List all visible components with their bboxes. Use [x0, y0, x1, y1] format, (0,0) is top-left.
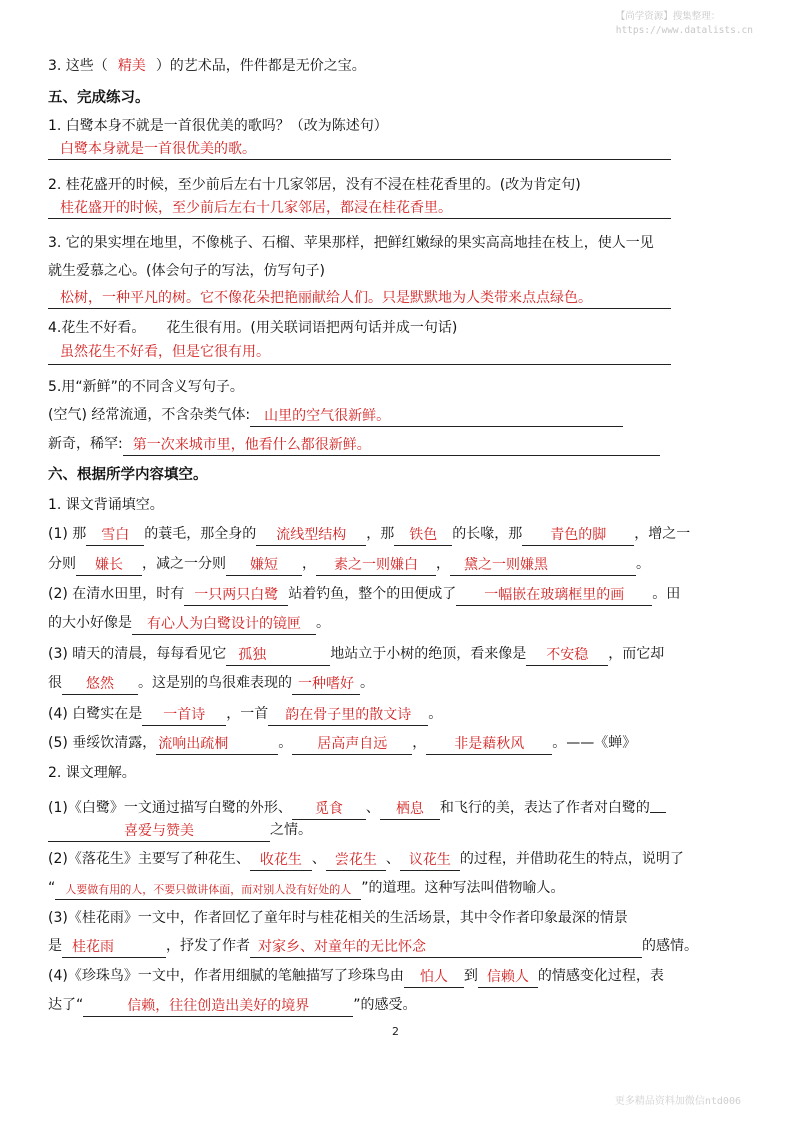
s5-q2-text: 2. 桂花盛开的时候，至少前后左右十几家邻居，没有不浸在桂花香里的。(改为肯定句) — [48, 177, 581, 193]
blank — [184, 586, 288, 606]
text: 达了“ — [48, 997, 84, 1013]
blank — [316, 556, 436, 576]
text: (1)《白鹭》一文通过描写白鹭的外形、 — [48, 800, 292, 816]
text: 地站立于小树的绝顶，看来像是 — [330, 646, 527, 662]
s6-p2-row1 — [48, 584, 680, 605]
blank — [400, 851, 460, 871]
answer: 桂花雨 — [72, 939, 114, 955]
s5-q3-text2: 就生爱慕之心。(体会句子的写法，仿写句子) — [48, 263, 325, 279]
blank — [292, 675, 360, 695]
s6-r4-row1 — [48, 966, 664, 987]
s5-q3-text1: 3. 它的果实埋在地里，不像桃子、石榴、苹果那样，把鲜红嫩绿的果实高高地挂在枝上，使人一见 — [48, 235, 654, 251]
text: 、 — [311, 851, 326, 867]
answer: 一只两只白鹭 — [194, 587, 279, 603]
blank — [142, 706, 226, 726]
blank — [456, 586, 652, 606]
text: 的蓑毛，那全身的 — [144, 526, 257, 542]
answer: 非是藉秋风 — [454, 736, 525, 752]
section-6-title: 六、根据所学内容填空。 — [48, 467, 208, 483]
answer: 尝花生 — [334, 852, 377, 868]
blank — [450, 556, 636, 576]
text: 、 — [385, 851, 400, 867]
answer: 人要做有用的人，不要只做讲体面，而对别人没有好处的人 — [65, 883, 352, 896]
text: (5) 垂绥饮清露， — [48, 735, 157, 751]
answer: 喜爱与赞美 — [124, 823, 194, 839]
blank — [526, 646, 608, 666]
answer: 嫌短 — [250, 557, 278, 573]
text: (3) 晴天的清晨，每每看见它 — [48, 646, 227, 662]
text: 。田 — [652, 586, 681, 602]
answer: 流线型结构 — [276, 527, 347, 543]
watermark-bottom: 更多精品资料加微信ntd006 — [614, 1096, 741, 1107]
answer: 信赖人 — [486, 969, 529, 985]
s6-p5-row — [48, 733, 636, 754]
answer: 一首诗 — [163, 707, 206, 723]
s6-r2-row2 — [48, 878, 565, 899]
answer: 铁色 — [409, 527, 438, 543]
blank — [380, 800, 440, 820]
text: ， — [436, 556, 450, 572]
text: ，而它却 — [608, 646, 665, 662]
blank — [478, 968, 538, 988]
text: ”的感受。 — [353, 997, 417, 1013]
s5-q5-answer1: 山里的空气很新鲜。 — [264, 408, 391, 424]
blank — [250, 938, 642, 958]
answer: 素之一则嫌白 — [334, 557, 418, 573]
answer: 怕人 — [419, 969, 448, 985]
blank — [292, 800, 366, 820]
text: 到 — [463, 968, 478, 984]
blank — [256, 526, 366, 546]
blank — [55, 880, 361, 900]
blank — [394, 526, 452, 546]
answer: 栖息 — [395, 801, 424, 817]
text: ，减之一分则 — [142, 556, 226, 572]
s5-q2-underline — [48, 218, 671, 219]
s6-p4-row — [48, 704, 442, 725]
text: ，增之一 — [634, 526, 691, 542]
answer: 不安稳 — [546, 647, 589, 663]
blank — [226, 646, 330, 666]
answer: 有心人为白鹭设计的镜匣 — [147, 616, 301, 632]
text: (2)《落花生》主要写了种花生、 — [48, 851, 250, 867]
text: ，一首 — [226, 706, 269, 722]
text: (4) 白鹭实在是 — [48, 706, 143, 722]
blank — [650, 793, 666, 813]
blank — [292, 735, 412, 755]
answer: 韵在骨子里的散文诗 — [285, 707, 412, 723]
text: ， — [302, 556, 316, 572]
blank — [522, 526, 634, 546]
q3-text-post: ）的艺术品，件件都是无价之宝。 — [155, 58, 366, 74]
blank — [250, 851, 312, 871]
text: 的过程，并借助花生的特点，说明了 — [459, 851, 684, 867]
text: 的感情。 — [642, 938, 698, 954]
q3-text-pre: 3. 这些（ — [48, 58, 108, 74]
answer: 雪白 — [101, 527, 130, 543]
s5-q1-text: 1. 白鹭本身不就是一首很优美的歌吗？（改为陈述句） — [48, 118, 388, 134]
blank — [404, 968, 464, 988]
s5-q5-label2: 新奇，稀罕: — [48, 436, 123, 452]
s5-q5-label1: (空气) 经常流通，不含杂类气体: — [48, 407, 251, 423]
s6-r4-row2 — [48, 995, 417, 1016]
text: 的长喙，那 — [452, 526, 523, 542]
s6-sub2: 2. 课文理解。 — [48, 765, 136, 781]
s6-r1-row2 — [48, 820, 312, 841]
s6-sub1: 1. 课文背诵填空。 — [48, 497, 164, 513]
text: (4)《珍珠鸟》一文中，作者用细腻的笔触描写了珍珠鸟由 — [48, 968, 404, 984]
text: (2) 在清水田里，时有 — [48, 586, 185, 602]
s5-q4-answer: 虽然花生不好看，但是它很有用。 — [60, 344, 270, 360]
text: ， — [412, 735, 427, 751]
text: 。 — [428, 706, 443, 722]
blank — [156, 735, 278, 755]
text: ，那 — [366, 526, 395, 542]
text: 站着钓鱼，整个的田便成了 — [288, 586, 457, 602]
text: 和飞行的美，表达了作者对白鹭的 — [439, 800, 650, 816]
s6-r3-row1: (3)《桂花雨》一文中，作者回忆了童年时与桂花相关的生活场景，其中令作者印象最深的情景 — [48, 910, 628, 926]
s6-r2-row1 — [48, 849, 684, 870]
text: 。——《蝉》 — [552, 735, 637, 751]
text: (1) 那 — [48, 526, 87, 542]
text: ”的道理。这种写法叫借物喻人。 — [361, 880, 565, 896]
blank — [132, 615, 316, 635]
watermark-top — [616, 10, 753, 38]
s5-q1-answer: 白鹭本身就是一首很优美的歌。 — [60, 141, 256, 157]
watermark-line1: 【尚学资源】搜集整理： — [615, 11, 721, 22]
answer: 孤独 — [238, 647, 267, 663]
s5-q2-answer: 桂花盛开的时候，至少前后左右十几家邻居，都浸在桂花香里。 — [60, 200, 452, 216]
answer: 黛之一则嫌黑 — [464, 557, 548, 573]
blank — [83, 997, 353, 1017]
s5-q5-blank1 — [250, 407, 623, 427]
text: 。 — [278, 735, 293, 751]
s5-q5-blank2 — [123, 436, 660, 456]
watermark-line2: https://www.datalists.cn — [615, 25, 753, 36]
s5-q5-row1 — [48, 405, 623, 426]
blank — [62, 675, 138, 695]
s6-p1-row2 — [48, 554, 650, 575]
text: 是 — [48, 938, 62, 954]
answer: 收花生 — [259, 852, 302, 868]
answer: 流响出疏桐 — [158, 736, 229, 752]
text: 。 — [316, 615, 330, 631]
answer: 议花生 — [408, 852, 451, 868]
blank — [268, 706, 428, 726]
blank — [226, 556, 302, 576]
s6-p1-row1 — [48, 524, 690, 545]
text: 的情感变化过程，表 — [537, 968, 664, 984]
s5-q4-text: 4.花生不好看。 花生很有用。(用关联词语把两句话并成一句话) — [48, 320, 458, 336]
answer: 嫌长 — [95, 557, 123, 573]
s5-q3-answer: 松树，一种平凡的树。它不像花朵把艳丽献给人们。只是默默地为人类带来点点绿色。 — [60, 290, 592, 306]
blank — [86, 526, 144, 546]
answer: 觅食 — [314, 801, 343, 817]
blank — [76, 556, 142, 576]
answer: 青色的脚 — [550, 527, 607, 543]
text: “ — [48, 880, 56, 896]
text: 。这是别的鸟很难表现的 — [138, 675, 292, 691]
s5-q1-underline — [48, 159, 671, 160]
blank — [48, 822, 270, 842]
s6-p2-row2 — [48, 613, 330, 634]
answer: 一幅嵌在玻璃框里的画 — [484, 587, 625, 603]
s6-r1-row1 — [48, 792, 666, 819]
text: 。 — [636, 556, 650, 572]
blank — [326, 851, 386, 871]
s6-r3-row2 — [48, 936, 698, 957]
s5-q5-row2 — [48, 434, 660, 455]
text: ，抒发了作者 — [166, 938, 250, 954]
text: 、 — [365, 800, 380, 816]
answer: 对家乡、对童年的无比怀念 — [258, 939, 426, 955]
s5-q4-underline — [48, 364, 671, 365]
text: 。 — [360, 675, 374, 691]
page-number: 2 — [392, 1025, 399, 1038]
answer: 悠然 — [86, 676, 114, 692]
blank — [426, 735, 552, 755]
section-5-title: 五、完成练习。 — [48, 90, 150, 106]
text: 的大小好像是 — [48, 615, 132, 631]
q3-answer: 精美 — [117, 58, 146, 74]
s5-q5-text: 5.用“新鲜”的不同含义写句子。 — [48, 379, 244, 395]
text: 很 — [48, 675, 62, 691]
question-3-line — [48, 56, 366, 76]
text: 之情。 — [270, 822, 312, 838]
answer: 一种嗜好 — [298, 676, 354, 692]
blank — [62, 938, 166, 958]
s6-p3-row1 — [48, 644, 664, 665]
answer: 居高声自远 — [317, 736, 388, 752]
s5-q3-underline — [48, 308, 671, 309]
s6-p3-row2 — [48, 673, 374, 694]
text: 分则 — [48, 556, 76, 572]
s5-q5-answer2: 第一次来城市里，他看什么都很新鲜。 — [132, 437, 371, 453]
answer: 信赖，往往创造出美好的境界 — [127, 998, 310, 1014]
